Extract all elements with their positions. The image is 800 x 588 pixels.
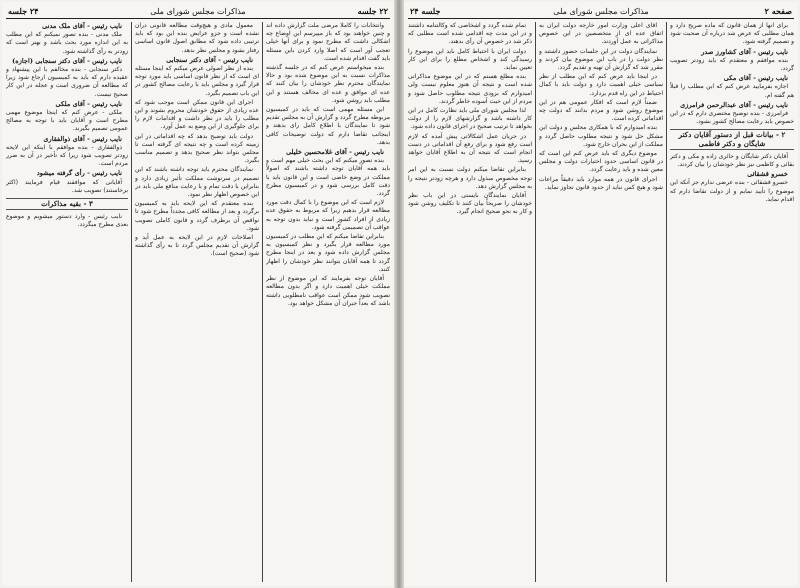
- paragraph: بنده موافقم و معتقدم که باید زودتر تصویب گردد.: [670, 56, 794, 73]
- paragraph: اجازه بفرمایید عرض کنم که این مطلب را قبلاً هم گفته ام.: [670, 83, 794, 99]
- paragraph: در جریان عمل اشکالاتی پیش آمده که لازم است رفع شود و برای رفع آن اقداماتی در دست انجام است که نتیجه آن به اطلاع آقایان خواهد رسید.: [408, 132, 532, 165]
- column-rule: [131, 22, 132, 582]
- paragraph: برای آنها از همان قانون که ماده صریح دارد و همان مطلبی که عرض شد درباره آن صحبت شود و تصمیم گرفته شود.: [670, 22, 794, 46]
- speaker-line: نایب رئیس - آقای کشاورز صدر: [701, 47, 788, 56]
- page-gutter: [394, 0, 404, 588]
- paragraph: آقایان نمایندگان بایستی در این باب نظر خودشان را صریحاً بیان کنند تا تکلیف روشن شود و کار به نحو صحیح انجام گیرد.: [408, 192, 532, 216]
- text-column: [135, 22, 259, 582]
- paragraph: اجرای قانون در همه موارد باید دقیقاً مراعات شود و هیچ کس نباید از حدود قانون تجاوز نماید.: [539, 175, 663, 191]
- page-number: صفحه ۲: [764, 6, 792, 16]
- speaker-line: خسرو قشقائی: [747, 170, 788, 179]
- speaker-line: نایب رئیس - آقای ذوالفقاری: [43, 134, 122, 143]
- paragraph: اجرای این قانون ممکن است موجب شود که عده زیادی از حقوق خودشان محروم بشوند و این مطلب را باید در نظر داشت و اقدامات لازم را برای جلوگیری از این وضع به عمل آورد.: [135, 98, 259, 131]
- speaker-line: نایب رئیس - آقای ملک مدنی: [42, 22, 122, 30]
- paragraph: ذوالفقاری - بنده موافقم با اینکه این لایحه زودتر تصویب شود زیرا که تأخیر در آن به ضرر مردم است.: [6, 143, 128, 168]
- column-rule: [262, 22, 263, 582]
- paragraph: معمول مادی و هیچ‌وقت مطالعه قانونی درآن نشده است و جزو عرایض بنده این بود که باید ترتیبی داده شود که مطابق اصول قانون اساسی رفتار بشود و مجلس نظر بدهد.: [135, 22, 259, 54]
- paragraph: تمام شده گردد و اشخاصی که وکالتنامه داشتند و در این مدت چه اقدامی شده است مطلبی که ذکر شد در خصوص آن رأی بدهند.: [408, 22, 532, 46]
- paragraph: بنده امیدوارم که با همکاری مجلس و دولت این مشکل حل شود و نتیجه مطلوب حاصل گردد و مملکت از این بحران خارج شود.: [539, 124, 663, 148]
- paragraph: بنده تصور میکنم که این بحث خیلی مهم است و باید همه آقایان توجه داشته باشند که اصولاً مملکت در وضع خاصی است و این قانون باید با دقت کامل بررسی شود و در کمیسیون مطرح گردد.: [266, 157, 390, 198]
- right-page: [404, 2, 798, 586]
- paragraph: خسرو قشقائی - بنده عرضی ندارم جز آنکه این موضوع را تأیید نمایم و از دولت تقاضا دارم که اقدام نماید.: [670, 179, 794, 203]
- session-label: جلسه ۲۴: [410, 6, 441, 16]
- paragraph: آقایان توجه بفرمایند که این موضوع از نظر مملکت خیلی اهمیت دارد و اگر بدون مطالعه تصویب شود ممکن است عواقب نامطلوبی داشته باشد که بعداً جبران آن مشکل خواهد بود.: [266, 275, 390, 307]
- paragraph: لذا مجلس شورای ملی باید نظارت کامل در این کار داشته باشد و گزارشهای لازم را از دولت بخواهد تا ترتیب صحیح در اجرای قانون داده شود.: [408, 107, 532, 131]
- text-column: [6, 22, 128, 582]
- paragraph: نایب رئیس - وارد دستور میشویم و موضوع بعدی مطرح میگردد.: [6, 213, 128, 229]
- paragraph: آقایان دکتر شایگان و حائری زاده و مکی و دکتر بقائی و کاظمی نیز نظر خودشان را بیان کردند.: [670, 152, 794, 169]
- paragraph: بنابراین تقاضا میکنم که این مطلب در کمیسیون مورد مطالعه قرار بگیرد و نظر کمیسیون به مجلس گزارش داده شود و بعد در اینجا مطرح گردد تا همه آقایان بتوانند نظر خودشان را اظهار کنند.: [266, 233, 390, 273]
- paragraph: در اینجا باید عرض کنم که این مطلب از نظر سیاسی خیلی اهمیت دارد و دولت باید با کمال احتیاط در این راه قدم بردارد.: [539, 73, 663, 97]
- paragraph: ملکی - عرض کنم که اینجا موضوع مهمی مطرح است و آقایان باید با توجه به مصالح عمومی تصمیم بگیرند.: [6, 109, 128, 133]
- text-column: [266, 22, 390, 582]
- paragraph: فرامرزی - بنده توضیح مختصری دارم که در این خصوص باید رعایت مصالح کشور بشود.: [670, 110, 794, 126]
- page-number: ۲۲ جلسه: [357, 6, 388, 16]
- section-heading: ۲ - بیانات قبل از دستور آقایان دکتر شایگان و دکتر فاطمی: [670, 129, 794, 149]
- speaker-line: نایب رئیس - آقای عبدالرحمن فرامرزی: [680, 100, 788, 109]
- session-label: ۲۴ جلسه: [8, 6, 39, 16]
- section-heading: ۳ - بقیه مذاکرات: [6, 198, 128, 210]
- paragraph: ملک مدنی - بنده تصور نمیکنم که این مطلب به این اندازه مورد بحث باشد و بهتر است که زودتر به رأی گذاشته شود.: [6, 31, 128, 55]
- paragraph: ضمناً لازم است که افکار عمومی هم در این موضوع روشن شود و مردم بدانند که دولت چه اقداماتی کرده است.: [539, 98, 663, 123]
- journal-title: مذاکرات مجلس شورای ملی: [150, 7, 246, 16]
- paragraph: وانتخابات را کاملا مرضی ملت گزارش داده اند و چنین خواهند بود که باز میپرسم این اوضاع چه اشکالی داشت که مطرح نمود و برای آنها خیلی تعجب آور است که اصلا وارد کردن باین مسئله باید گفت اقدام شده است.: [266, 22, 390, 62]
- column-rule: [666, 22, 667, 582]
- column-rule: [535, 22, 536, 582]
- paragraph: بنده از نظر اصولی عرض میکنم که اینجا مسئله ای است که از نظر قانون اساسی باید مورد توجه قرار گیرد و مجلس باید با رعایت مصالح کشور در این باب تصمیم بگیرد.: [135, 65, 259, 97]
- paragraph: دکتر سنجابی - بنده مخالفم با این پیشنهاد و عقیده دارم که باید به کمیسیون ارجاع شود زیرا که مطالعه آن ضروری است و عجله در این کار صحیح نیست.: [6, 66, 128, 98]
- speaker-line: نایب رئیس - آقای ملکی: [55, 99, 122, 108]
- paragraph: موضوع دیگری که باید عرض کنم این است که در قانون اساسی حدود اختیارات دولت و مجلس معین شده و باید رعایت گردد.: [539, 150, 663, 174]
- running-head: [6, 6, 390, 19]
- paragraph: نمایندگان دولت در این جلسات حضور داشتند و نظر دولت را در باب این موضوع بیان کردند و مقرر شد که گزارش آن تهیه و تقدیم گردد.: [539, 47, 663, 72]
- paragraph: بنده مطلع هستم که در این موضوع مذاکراتی شده است و نتیجه آن هنوز معلوم نیست ولی امیدوارم که بزودی نتیجه مطلوب حاصل شود و مردم از این حیث آسوده خاطر گردند.: [408, 73, 532, 105]
- journal-title: مذاکرات مجلس شورای ملی: [553, 7, 649, 16]
- paragraph: اصلاحات لازم در این لایحه به عمل آید و گزارش آن تقدیم مجلس گردد تا به رأی گذاشته شود (صحیح است).: [135, 234, 259, 258]
- text-column: [539, 22, 663, 582]
- text-column: [670, 22, 794, 582]
- paragraph: این مسئله مهمی است که باید در کمیسیون مربوطه مطرح گردد و گزارش آن به مجلس تقدیم شود تا نمایندگان با اطلاع کامل رای بدهند و اینجانب تقاضا دارم که دولت توضیحات کافی بدهد.: [266, 106, 390, 146]
- paragraph: دولت ایران با احتیاط کامل باید این موضوع را رسیدگی کند و اشخاص مطلع را برای این کار تعیین نماید.: [408, 47, 532, 72]
- left-page: [2, 2, 394, 586]
- paragraph: لازم است که این موضوع را با کمال دقت مورد مطالعه قرار بدهیم زیرا که مربوط به حقوق عده زیادی از افراد کشور است و نباید بدون توجه به عواقب آن تصمیمی گرفته شود.: [266, 199, 390, 231]
- speaker-line: نایب رئیس - آقای دکتر سنجابی (اجازه): [12, 56, 122, 65]
- paragraph: آقای اعلی وزارت امور خارجه دولت ایران به اتفاق عده ای از متخصصین در این خصوص مذاکراتی به عمل آوردند.: [539, 22, 663, 46]
- running-head: [408, 6, 794, 19]
- paragraph: بنابراین تقاضا میکنم دولت نسبت به این امر توجه مخصوص مبذول دارد و هرچه زودتر نتیجه را به مجلس گزارش دهد.: [408, 166, 532, 190]
- speaker-line: نایب رئیس - آقای غلامحسین خلیلی: [286, 148, 384, 157]
- speaker-line: نایب رئیس - آقای دکتر سنجابی: [166, 55, 253, 64]
- paragraph: بنده میخواستم عرض کنم که در جلسه گذشته مذاکرات نسبت به این موضوع شده بود و حالا نمایندگان محترم نظر خودشان را بیان کنند که عده ای موافق و عده ای مخالف هستند و این مطلب باید روشن شود.: [266, 64, 390, 104]
- paragraph: آقایانی که موافقند قیام فرمایند (اکثر برخاستند) تصویب شد.: [6, 178, 128, 194]
- paragraph: بنده معتقدم که این لایحه باید به کمیسیون برگردد و بعد از مطالعه کافی مجدداً مطرح شود تا نواقص آن برطرف گردد و قانون کاملی تصویب شود.: [135, 200, 259, 232]
- text-column: [408, 22, 532, 582]
- paragraph: نمایندگان محترم باید توجه داشته باشند که این تصمیم در سرنوشت مملکت تأثیر زیادی دارد و بنابراین با دقت تمام و با رعایت منافع ملی باید در این خصوص اظهار نظر نمود.: [135, 166, 259, 199]
- paragraph: دولت باید توضیح بدهد که چه اقداماتی در این زمینه کرده است و چه نتیجه ای گرفته است تا مجلس بتواند نظر صحیح بدهد و تصمیم مناسب بگیرد.: [135, 132, 259, 165]
- speaker-line: نایب رئیس - آقای مکی: [723, 74, 788, 83]
- speaker-line: نایب رئیس - رأی گرفته میشود: [36, 169, 122, 178]
